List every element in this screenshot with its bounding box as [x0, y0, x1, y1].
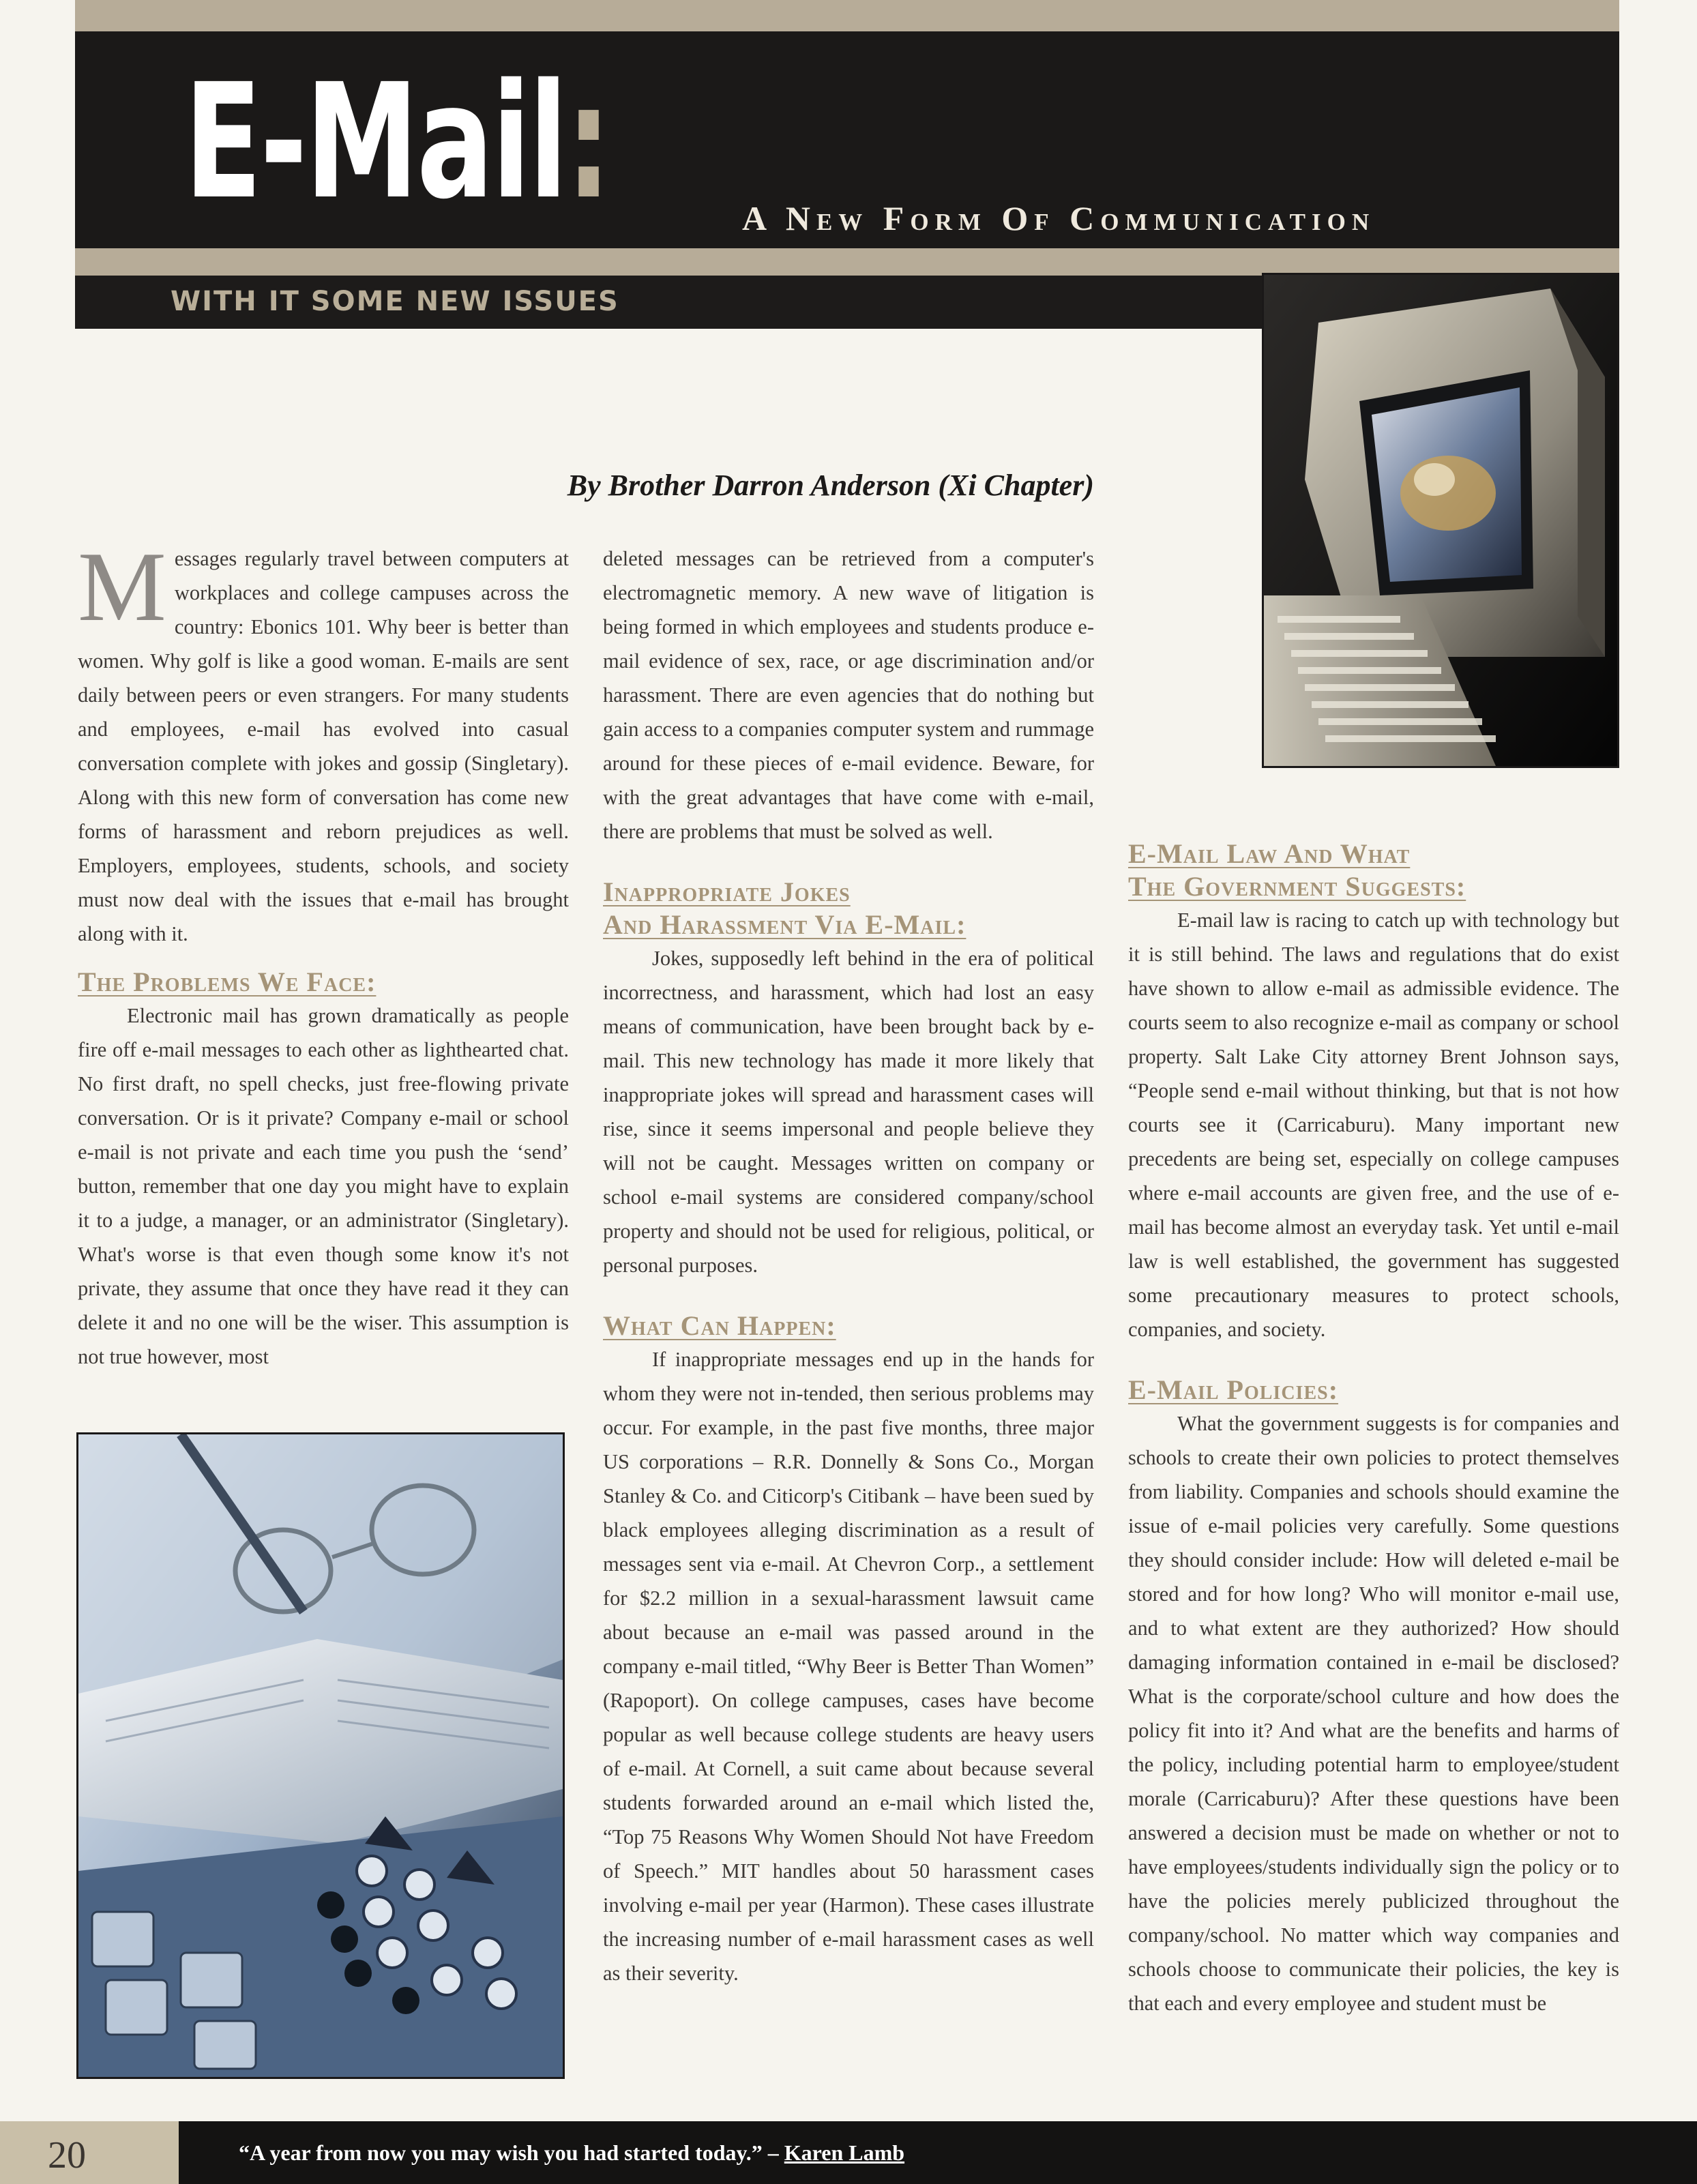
- problems-paragraph: Electronic mail has grown dramatically as people fire off e-mail messages to each other as lighthearted chat. No first draft, no spell checks, just free-flowing private conversation. Or is it private? Company e-mail or school e-mail is not private and each time you push the ‘send’ button, remember that one day you might have to explain it to a judge, a manager, or an administrator (Singletary). What's worse is that even though some know it's not private, they assume that once they have read it they can delete it and no one will be the wiser. This assumption is not true however, most: [78, 1004, 569, 1368]
- keyboard-book-illustration: [78, 1434, 563, 2077]
- law-paragraph: E-mail law is racing to catch up with technology but it is still behind. The laws and regulations that do exist have shown to allow e-mail as admissible evidence. The courts seem to also recognize e-mail as company or school property. Salt Lake City attorney Brent Johnson says, “People send e-mail without thinking, but that is not how courts see it (Carricaburu). Many important new precedents are being set, especially on college campuses where e-mail accounts are given free, and the use of e-mail has become almost an everyday task. Yet until e-mail law is well established, the government has suggested some precautionary measures to protect schools, companies, and society.: [1128, 909, 1619, 1341]
- jokes-paragraph: Jokes, supposedly left behind in the era of political incorrectness, and harassment, which had lost an easy means of communication, have been brought back by e-mail. This new technology has made it more likely that inappropriate jokes will spread and harassment cases will rise, since it seems impersonal and people believe they will not be caught. Messages written on company or school e-mail systems are considered company/school property and should not be used for religious, political, or personal purposes.: [603, 947, 1094, 1277]
- heading-jokes: [603, 876, 1094, 941]
- heading-what-can-happen: What Can Happen:: [603, 1310, 836, 1341]
- page-number-box: [0, 2121, 179, 2184]
- drop-cap: M: [78, 531, 166, 642]
- keyboard-book-glasses-photo: [76, 1432, 565, 2079]
- title-text: E-Mail: [184, 50, 566, 234]
- column-left: [78, 531, 569, 1374]
- column-right: [1128, 838, 1619, 2020]
- computer-monitor-illustration: [1264, 275, 1617, 766]
- header-top-band: [75, 0, 1619, 31]
- footer-quote-text: “A year from now you may wish you had started today.” –: [239, 2140, 779, 2165]
- happen-paragraph: If inappropriate messages end up in the hands for whom they were not in-tended, then serious problems may occur. For example, in the past five months, three major US corporations – R.R. Donnelly & Sons Co., Morgan Stanley & Co. and Citicorp's Citibank – have been sued by black employees alleging discrimination as a result of messages sent via e-mail. At Chevron Corp., a settlement for $2.2 million in a sexual-harassment lawsuit came about because an e-mail was passed around in the company e-mail titled, “Why Beer is Better Than Women” (Rapoport). On college campuses, cases have become popular as well because college students are heavy users of e-mail. At Cornell, a suit came about because several students forwarded around an e-mail which listed the, “Top 75 Reasons Why Women Should Not have Freedom of Speech.” MIT handles about 50 harassment cases involving e-mail per year (Harmon). These cases illustrate the increasing number of e-mail harassment cases as well as their severity.: [603, 1348, 1094, 1985]
- problems-continued: deleted messages can be retrieved from a computer's electromagnetic memory. A new wave of litigation is being formed in which employees and students produce e-mail evidence of sex, race, or age discrimination and/or harassment. There are even agencies that do nothing but gain access to a companies computer system and rummage around for these pieces of e-mail evidence. Beware, for with the great advantages that have come with e-mail, there are problems that must be solved as well.: [603, 547, 1094, 843]
- page-number: 20: [48, 2134, 86, 2176]
- header-stripe: [75, 248, 1619, 276]
- article-title: [184, 50, 610, 234]
- intro-text: essages regularly travel between computers at workplaces and college campuses across the country: Ebonics 101. Why beer is better than women. Why golf is like a good woman. E-mails are sent daily between peers or even strangers. For many students and employees, e-mail has evolved into casual conversation complete with jokes and gossip (Singletary). Along with this new form of conversation has come new forms of harassment and reborn prejudices as well. Employers, employees, students, schools, and society must now deal with the issues that e-mail has brought along with it.: [78, 547, 569, 945]
- heading-email-law-line1: E-Mail Law And What: [1128, 838, 1411, 869]
- heading-email-law: [1128, 838, 1619, 903]
- heading-jokes-line2: And Harassment Via E-Mail:: [603, 909, 966, 940]
- title-colon: :: [565, 50, 610, 234]
- column-middle: [603, 542, 1094, 1990]
- article-subtitle: A New Form Of Communication: [742, 199, 1376, 237]
- intro-paragraph: [78, 531, 569, 951]
- heading-email-policies: E-Mail Policies:: [1128, 1374, 1339, 1405]
- heading-email-law-line2: The Government Suggests:: [1128, 871, 1466, 902]
- heading-jokes-line1: Inappropriate Jokes: [603, 876, 851, 907]
- article-byline: By Brother Darron Anderson (Xi Chapter): [567, 469, 1094, 502]
- footer-quote: [239, 2136, 904, 2169]
- heading-problems: The Problems We Face:: [78, 966, 377, 997]
- footer-quote-author: Karen Lamb: [784, 2140, 905, 2165]
- policies-paragraph: What the government suggests is for companies and schools to create their own policies to protect themselves from liability. Companies and schools should examine the issue of e-mail policies very carefully. Some questions they should consider include: How will deleted e-mail be stored and for how long? Who will monitor e-mail use, and to what extent are they authorized? How should damaging information contained in e-mail be disclosed? What is the corporate/school culture and how does the policy fit into it? And what are the benefits and harms of the policy, including potential harm to employee/student morale (Carricaburu)? After these questions have been answered a decision must be made on whether or not to have employees/students individually sign the policy or to have the policies merely publicized throughout the company/school. No matter which way companies and schools choose to communicate their policies, the key is that each and every employee and student must be: [1128, 1412, 1619, 2015]
- article-tagline: WITH IT SOME NEW ISSUES: [171, 286, 619, 317]
- computer-monitor-photo: [1262, 273, 1619, 768]
